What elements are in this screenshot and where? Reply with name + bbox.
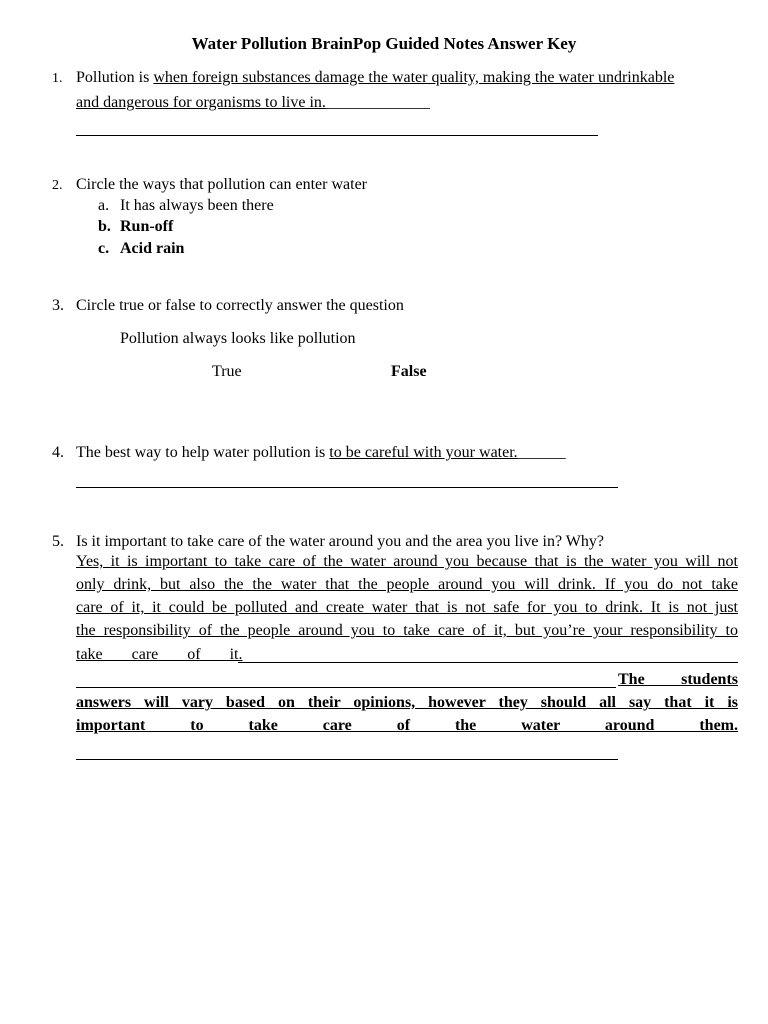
question-1-blank-tail: _____________ xyxy=(325,94,430,111)
option-a-text: It has always been there xyxy=(120,197,274,214)
option-a-letter: a. xyxy=(98,197,110,214)
option-b-letter: b. xyxy=(98,218,111,235)
question-5-number: 5. xyxy=(52,533,64,550)
question-4-line xyxy=(76,443,566,463)
false-option: False xyxy=(391,363,427,380)
question-5-prompt: Is it important to take care of the water around you and the area you live in? Why? xyxy=(76,533,604,550)
true-option: True xyxy=(212,363,242,380)
option-b-text: Run-off xyxy=(120,218,174,235)
question-5-note-line-2: answers will vary based on their opinions, however they should all say that it is xyxy=(76,694,738,711)
question-2-prompt: Circle the ways that pollution can enter water xyxy=(76,176,368,193)
question-1-number: 1. xyxy=(52,71,63,86)
page-title: Water Pollution BrainPop Guided Notes Answer Key xyxy=(191,34,577,53)
question-5-blank-line-1 xyxy=(238,662,738,663)
question-5-answer-line-3: care of it, it could be polluted and create water that is not safe for you to drink. It is not just xyxy=(76,599,738,616)
question-5-note-line-3: important to take care of the water around them. xyxy=(76,717,738,734)
question-3-number: 3. xyxy=(52,297,64,314)
question-4-answer-blank-line xyxy=(76,487,618,488)
question-4-answer: to be careful with your water. xyxy=(329,444,518,461)
question-5-blank-line-2 xyxy=(76,687,616,688)
question-5-answer-line-2: only drink, but also the the water that the people around you will drink. If you do not take xyxy=(76,576,738,593)
question-5-answer-line-1: Yes, it is important to take care of the water around you because that is the water you will not xyxy=(76,553,738,570)
question-1-line-2 xyxy=(76,93,430,113)
question-1-answer-blank-line xyxy=(76,135,598,136)
question-2-number: 2. xyxy=(52,178,63,193)
question-1-prefix: Pollution is xyxy=(76,69,154,86)
question-1-answer-part-2: and dangerous for organisms to live in. xyxy=(76,94,326,111)
question-3-prompt: Circle true or false to correctly answer the question xyxy=(76,297,404,314)
question-1-answer-part-1: when foreign substances damage the water quality, making the water undrinkable xyxy=(153,69,675,86)
question-4-blank-tail: ______ xyxy=(517,444,566,461)
option-c-text: Acid rain xyxy=(120,240,185,257)
question-4-number: 4. xyxy=(52,444,64,461)
question-5-answer-line-5: take care of it. xyxy=(76,646,243,663)
question-4-prefix: The best way to help water pollution is xyxy=(76,444,330,461)
option-c-letter: c. xyxy=(98,240,110,257)
question-5-note-line-1: The students xyxy=(618,671,738,688)
question-1-line-1 xyxy=(76,68,674,88)
question-3-statement: Pollution always looks like pollution xyxy=(120,330,356,347)
question-5-answer-line-4: the responsibility of the people around you to take care of it, but you’re your responsibility to xyxy=(76,622,738,639)
question-5-blank-line-3 xyxy=(76,759,618,760)
